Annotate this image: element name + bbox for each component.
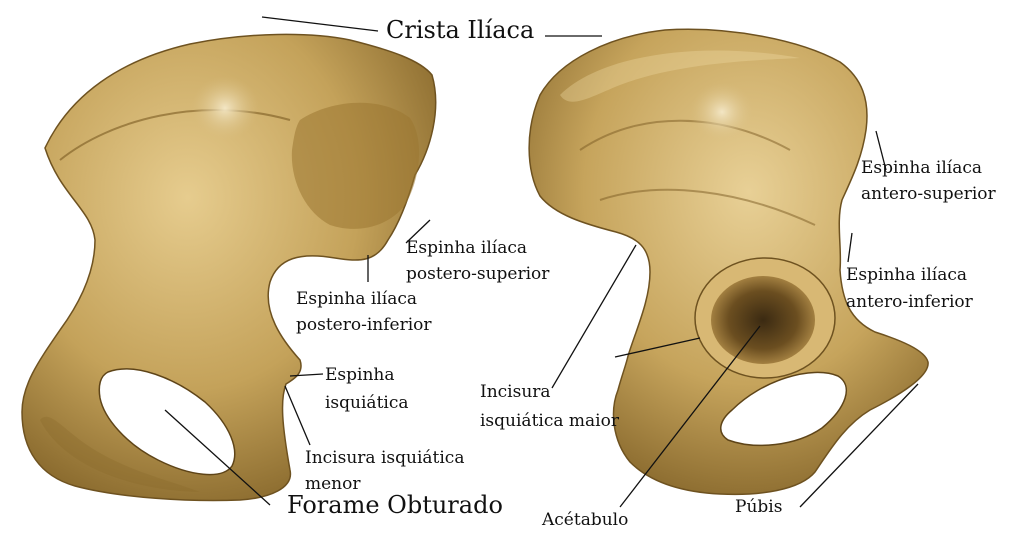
label-espinha-isquiatica-line1: Espinha — [325, 365, 395, 385]
right-acetabulum-cup — [711, 276, 815, 364]
label-espinha-antero-superior-line1: Espinha ilíaca — [861, 158, 982, 178]
leader-crista-left — [262, 17, 378, 31]
leader-incisura-menor — [285, 386, 310, 445]
label-incisura-menor-line1: Incisura isquiática — [305, 448, 465, 468]
label-pubis: Púbis — [735, 497, 783, 517]
label-acetabulo: Acétabulo — [542, 510, 629, 530]
label-espinha-antero-superior-line2: antero-superior — [861, 184, 996, 204]
label-incisura-menor-line2: menor — [305, 474, 361, 494]
left-hip-bone — [22, 34, 436, 500]
label-espinha-postero-inferior-line1: Espinha ilíaca — [296, 289, 417, 309]
label-espinha-antero-inferior-line1: Espinha ilíaca — [846, 265, 967, 285]
label-incisura-maior-line2: isquiática maior — [480, 411, 619, 431]
leader-antero-inferior — [848, 233, 852, 262]
label-espinha-postero-inferior-line2: postero-inferior — [296, 315, 432, 335]
right-bone-spot — [690, 82, 754, 142]
label-espinha-antero-inferior-line2: antero-inferior — [846, 292, 973, 312]
leader-incisura-maior-a — [552, 245, 636, 388]
label-espinha-postero-superior-line2: postero-superior — [406, 264, 550, 284]
label-crista-iliaca: Crista Ilíaca — [386, 16, 535, 44]
label-forame-obturado: Forame Obturado — [287, 491, 503, 519]
label-espinha-isquiatica-line2: isquiática — [325, 393, 409, 413]
label-incisura-maior-line1: Incisura — [480, 382, 551, 402]
left-bone-spot — [191, 76, 259, 140]
label-espinha-postero-superior-line1: Espinha ilíaca — [406, 238, 527, 258]
